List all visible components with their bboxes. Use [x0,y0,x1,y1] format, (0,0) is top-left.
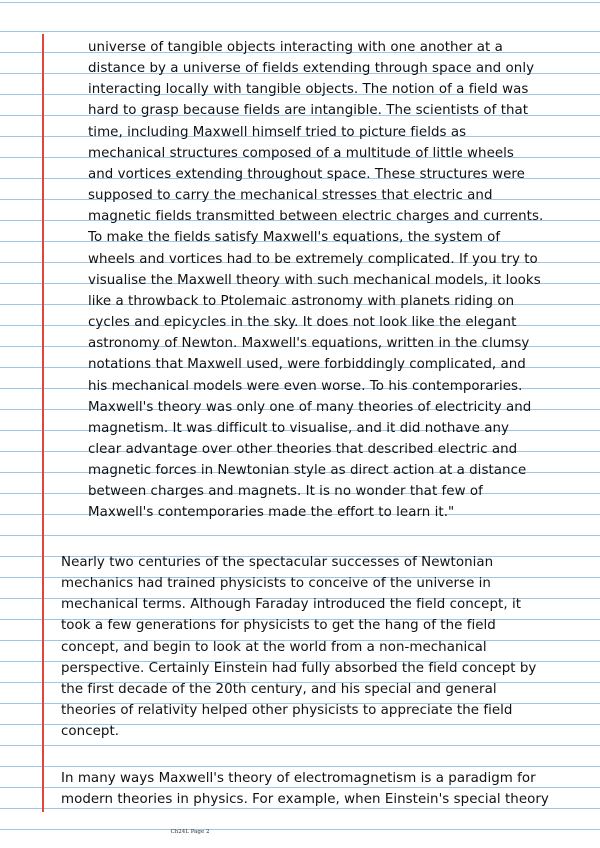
text-line: cycles and epicycles in the sky. It does not look like the elegant [88,315,517,331]
text-line: concept. [61,724,120,740]
text-line: To make the fields satisfy Maxwell's equations, the system of [88,230,501,246]
text-line: interacting locally with tangible objects. The notion of a field was [88,82,529,98]
text-line: and vortices extending throughout space. These structures were [88,166,525,182]
text-line: mechanical structures composed of a multitude of little wheels [88,145,514,161]
text-line: the first decade of the 20th century, and his special and general [61,681,497,697]
text-line: notations that Maxwell used, were forbiddingly complicated, and [88,357,526,373]
text-line: magnetic fields transmitted between electric charges and currents. [88,209,544,225]
text-line: took a few generations for physicists to get the hang of the field [61,618,496,634]
text-line: universe of tangible objects interacting with one another at a [88,40,503,55]
page-footer-label: Ch24L Page 2 [170,829,210,835]
text-line: concept, and begin to look at the world from a non-mechanical [61,639,487,655]
text-line: supposed to carry the mechanical stresses that electric and [88,188,493,204]
text-line: magnetism. It was difficult to visualise, and it did nothave any [88,420,509,436]
text-line: wheels and vortices had to be extremely complicated. If you try to [88,251,538,267]
text-line: mechanics had trained physicists to conceive of the universe in [61,576,491,592]
paragraph-electromagnetism [61,768,591,810]
text-line: clear advantage over other theories that described electric and [88,441,518,457]
text-line: distance by a universe of fields extending through space and only [88,61,535,77]
text-line: hard to grasp because fields are intangible. The scientists of that [88,103,529,119]
text-line: astronomy of Newton. Maxwell's equations, written in the clumsy [88,336,530,352]
margin-line [42,34,44,812]
text-line: time, including Maxwell himself tried to picture fields as [88,124,467,140]
text-line: In many ways Maxwell's theory of electromagnetism is a paradigm for [61,771,536,786]
paragraph-newtonian-mechanics [61,552,591,742]
text-line: theories of relativity helped other physicists to appreciate the field [61,703,513,719]
text-line: his mechanical models were even worse. To his contemporaries. [88,378,523,394]
text-line: visualise the Maxwell theory with such mechanical models, it looks [88,272,541,288]
block-quote [88,37,588,524]
text-line: mechanical terms. Although Faraday introduced the field concept, it [61,597,522,613]
text-line: Maxwell's theory was only one of many theories of electricity and [88,399,532,415]
text-line: Maxwell's contemporaries made the effort to learn it." [88,505,455,521]
text-line: like a throwback to Ptolemaic astronomy with planets riding on [88,293,515,309]
text-line: magnetic forces in Newtonian style as direct action at a distance [88,463,527,479]
text-line: modern theories in physics. For example, when Einstein's special theory [61,792,549,808]
text-line: perspective. Certainly Einstein had fully absorbed the field concept by [61,660,537,676]
text-line: between charges and magnets. It is no wonder that few of [88,484,483,500]
text-line: Nearly two centuries of the spectacular successes of Newtonian [61,555,494,570]
